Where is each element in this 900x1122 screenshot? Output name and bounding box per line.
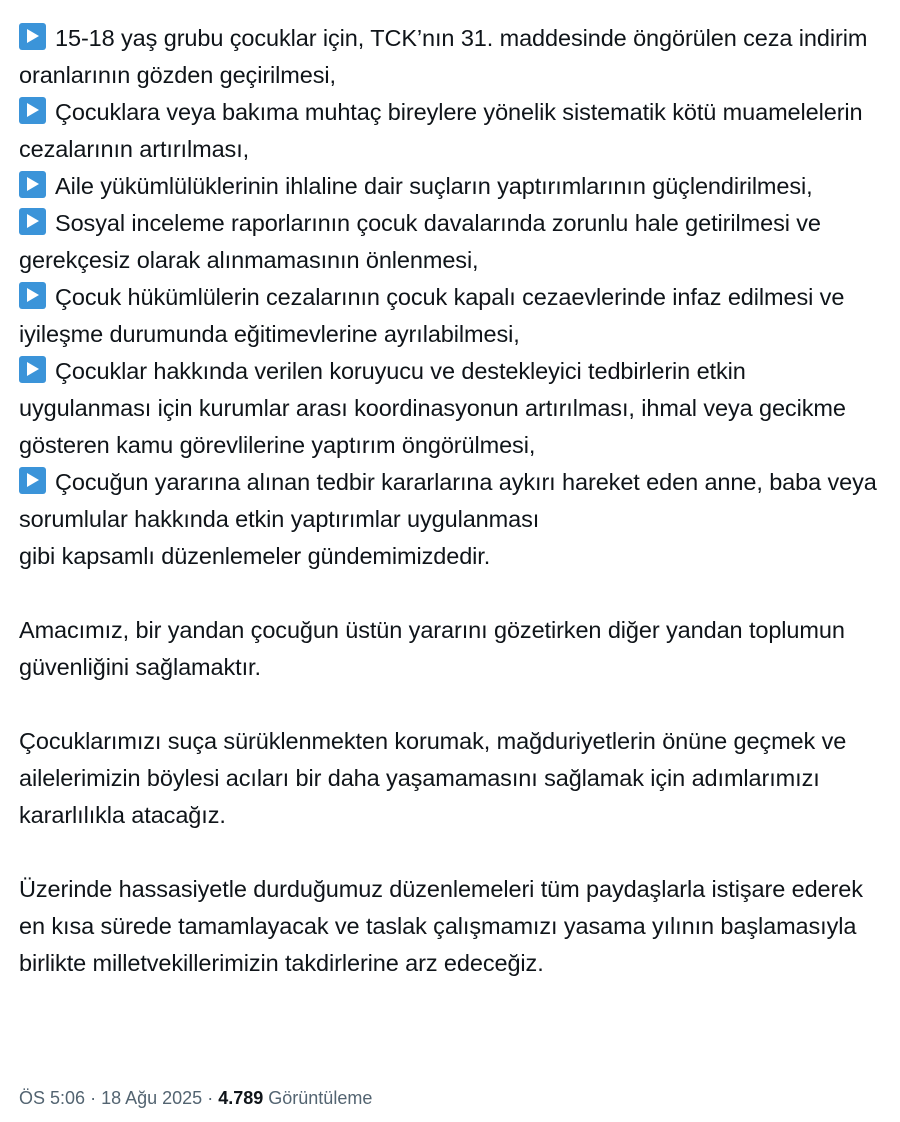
bullet-item: [19, 94, 881, 168]
paragraph: Çocuklarımızı suça sürüklenmekten korumak, mağduriyetlerin önüne geçmek ve ailelerimizin böylesi acıları bir daha yaşamamasını sağlamak için adımlarımızı kararlılıkla atacağız.: [19, 728, 853, 828]
paragraph: Üzerinde hassasiyetle durduğumuz düzenlemeleri tüm paydaşlarla istişare ederek en kısa sürede tamamlayacak ve taslak çalışmamızı yasama yılının başlamasıyla birlikte milletvekillerimizin takdirlerine arz edeceğiz.: [19, 876, 870, 976]
bullet-text: 15-18 yaş grubu çocuklar için, TCK’nın 31. maddesinde öngörülen ceza indirim oranlarının gözden geçirilmesi,: [19, 25, 874, 88]
bullet-item: [19, 205, 881, 279]
paragraph-gap: [19, 834, 881, 871]
play-button-icon: [19, 467, 46, 494]
bullet-text: Sosyal inceleme raporlarının çocuk davalarında zorunlu hale getirilmesi ve gerekçesiz olarak alınmamasının önlenmesi,: [19, 210, 828, 273]
play-button-icon: [19, 208, 46, 235]
tweet-time[interactable]: ÖS 5:06: [19, 1088, 86, 1108]
paragraph-gap: [19, 686, 881, 723]
tweet-date[interactable]: 18 Ağu 2025: [101, 1088, 203, 1108]
bullet-text: Aile yükümlülüklerinin ihlaline dair suçların yaptırımlarının güçlendirilmesi,: [55, 173, 813, 199]
tweet-meta: [19, 1086, 372, 1110]
bullet-item: [19, 279, 881, 353]
bullet-item: [19, 20, 881, 94]
play-button-icon: [19, 282, 46, 309]
paragraph-gap: [19, 575, 881, 612]
play-button-icon: [19, 356, 46, 383]
bullet-text: Çocuk hükümlülerin cezalarının çocuk kapalı cezaevlerinde infaz edilmesi ve iyileşme durumunda eğitimevlerine ayrılabilmesi,: [19, 284, 851, 347]
bullet-text: Çocuklar hakkında verilen koruyucu ve destekleyici tedbirlerin etkin uygulanması için kurumlar arası koordinasyonun artırılması, ihmal veya gecikme gösteren kamu görevlilerine yaptırım öngörülmesi,: [19, 358, 853, 458]
play-button-icon: [19, 23, 46, 50]
meta-separator: ·: [207, 1088, 214, 1108]
bullet-item: [19, 168, 881, 205]
meta-separator: ·: [90, 1088, 97, 1108]
play-button-icon: [19, 97, 46, 124]
bullet-text: Çocuklara veya bakıma muhtaç bireylere yönelik sistematik kötü muamelelerin cezalarının artırılması,: [19, 99, 869, 162]
play-button-icon: [19, 171, 46, 198]
bullet-item: [19, 353, 881, 464]
paragraph: Amacımız, bir yandan çocuğun üstün yararını gözetirken diğer yandan toplumun güvenliğini sağlamaktır.: [19, 617, 852, 680]
bullet-text: Çocuğun yararına alınan tedbir kararlarına aykırı hareket eden anne, baba veya sorumlular hakkında etkin yaptırımlar uygulanması: [19, 469, 884, 532]
tweet-text: [19, 20, 884, 982]
bullet-item: [19, 464, 884, 538]
views-count[interactable]: 4.789: [218, 1088, 264, 1108]
closing-line: gibi kapsamlı düzenlemeler gündemimizdedir.: [19, 543, 491, 569]
views-label[interactable]: Görüntüleme: [268, 1088, 373, 1108]
